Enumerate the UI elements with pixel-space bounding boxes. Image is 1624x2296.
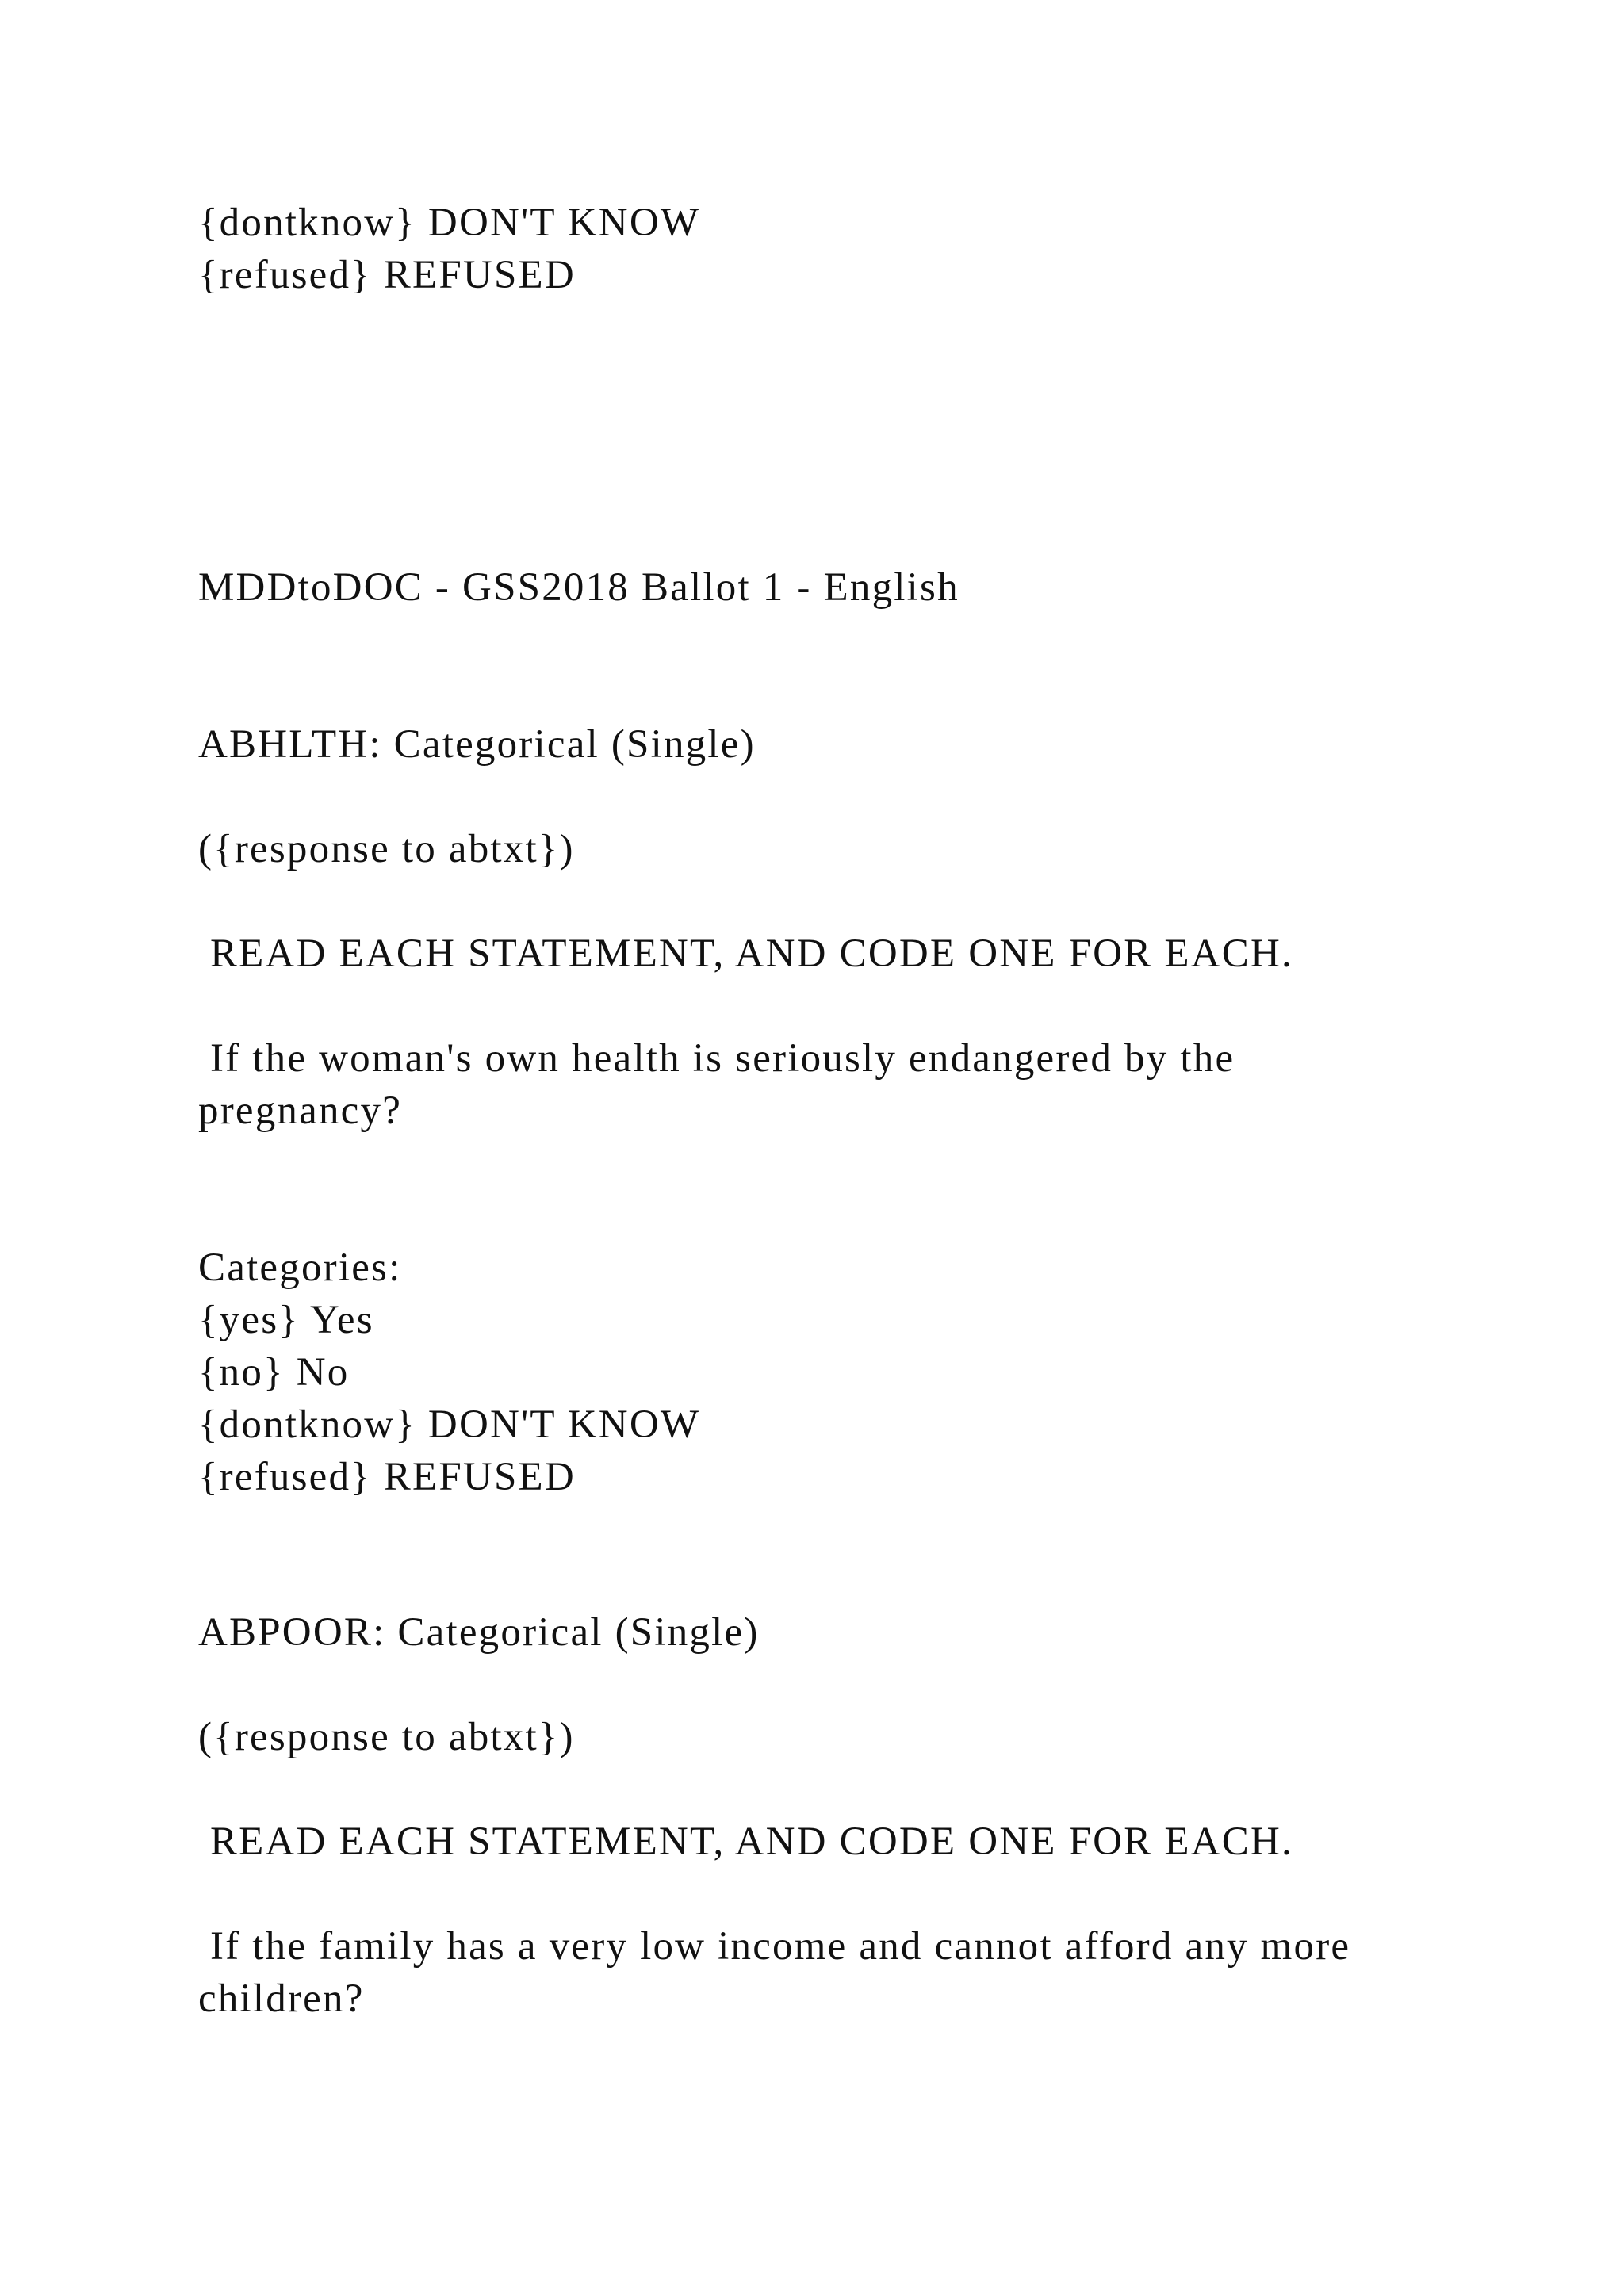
abhlth-heading: ABHLTH: Categorical (Single) bbox=[198, 722, 756, 767]
abhlth-question-line-2: pregnancy? bbox=[198, 1089, 403, 1133]
abhlth-instruction: READ EACH STATEMENT, AND CODE ONE FOR EACH. bbox=[198, 932, 1293, 976]
abhlth-categories-label: Categories: bbox=[198, 1246, 402, 1290]
abpoor-question-line-1: If the family has a very low income and cannot afford any more bbox=[198, 1924, 1351, 1969]
abpoor-question-line-2: children? bbox=[198, 1976, 365, 2021]
category-dontknow: {dontknow} DON'T KNOW bbox=[198, 201, 701, 245]
abpoor-instruction: READ EACH STATEMENT, AND CODE ONE FOR EACH. bbox=[198, 1820, 1293, 1864]
abpoor-response: ({response to abtxt}) bbox=[198, 1715, 575, 1759]
document-title: MDDtoDOC - GSS2018 Ballot 1 - English bbox=[198, 565, 959, 610]
abhlth-category-yes: {yes} Yes bbox=[198, 1298, 374, 1342]
abhlth-question-line-1: If the woman's own health is seriously endangered by the bbox=[198, 1036, 1235, 1081]
abhlth-category-dontknow: {dontknow} DON'T KNOW bbox=[198, 1402, 701, 1447]
abhlth-category-refused: {refused} REFUSED bbox=[198, 1455, 576, 1499]
category-refused: {refused} REFUSED bbox=[198, 253, 576, 297]
abhlth-category-no: {no} No bbox=[198, 1350, 350, 1395]
abpoor-heading: ABPOOR: Categorical (Single) bbox=[198, 1610, 760, 1655]
abhlth-response: ({response to abtxt}) bbox=[198, 827, 575, 871]
